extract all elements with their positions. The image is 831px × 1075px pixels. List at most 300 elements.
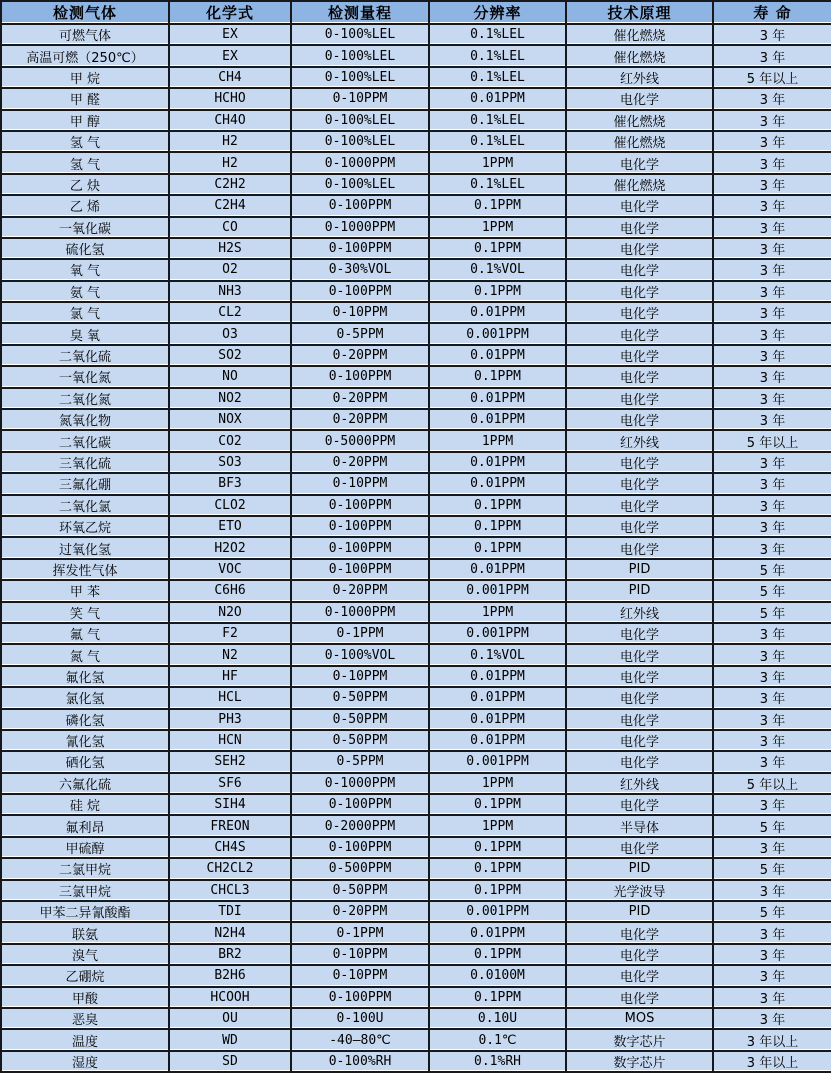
cell-range: 0-10PPM xyxy=(292,945,430,966)
cell-resolution: 0.001PPM xyxy=(430,752,567,773)
cell-formula: SEH2 xyxy=(170,752,292,773)
cell-lifespan: 3 年 xyxy=(714,710,831,731)
cell-formula: HCHO xyxy=(170,89,292,110)
cell-range: 0-100PPM xyxy=(292,282,430,303)
cell-principle: 电化学 xyxy=(567,795,714,816)
cell-lifespan: 5 年 xyxy=(714,902,831,923)
table-row xyxy=(2,496,831,517)
cell-resolution: 0.1PPM xyxy=(430,795,567,816)
cell-resolution: 0.01PPM xyxy=(430,410,567,431)
cell-gas: 三氟化硼 xyxy=(2,474,170,495)
cell-lifespan: 3 年 xyxy=(714,667,831,688)
cell-gas: 乙硼烷 xyxy=(2,966,170,987)
cell-resolution: 0.1%LEL xyxy=(430,68,567,89)
cell-resolution: 0.01PPM xyxy=(430,667,567,688)
cell-lifespan: 3 年 xyxy=(714,25,831,46)
cell-principle: 电化学 xyxy=(567,196,714,217)
cell-lifespan: 3 年 xyxy=(714,111,831,132)
cell-principle: 电化学 xyxy=(567,153,714,174)
cell-gas: 甲硫醇 xyxy=(2,838,170,859)
cell-lifespan: 3 年 xyxy=(714,1009,831,1030)
cell-range: 0-20PPM xyxy=(292,902,430,923)
cell-principle: 电化学 xyxy=(567,688,714,709)
table-row xyxy=(2,774,831,795)
cell-lifespan: 5 年 xyxy=(714,560,831,581)
table-row xyxy=(2,688,831,709)
cell-formula: SO2 xyxy=(170,346,292,367)
cell-principle: 催化燃烧 xyxy=(567,132,714,153)
cell-formula: F2 xyxy=(170,624,292,645)
table-body xyxy=(2,25,831,1073)
cell-gas: 氢 气 xyxy=(2,153,170,174)
cell-range: 0-5000PPM xyxy=(292,431,430,452)
cell-resolution: 0.01PPM xyxy=(430,474,567,495)
cell-range: 0-100%VOL xyxy=(292,645,430,666)
cell-principle: 电化学 xyxy=(567,731,714,752)
cell-resolution: 0.01PPM xyxy=(430,688,567,709)
cell-formula: N2O xyxy=(170,603,292,624)
cell-gas: 氢 气 xyxy=(2,132,170,153)
cell-gas: 氨 气 xyxy=(2,282,170,303)
cell-lifespan: 3 年以上 xyxy=(714,1052,831,1073)
cell-lifespan: 3 年 xyxy=(714,688,831,709)
table-row xyxy=(2,196,831,217)
cell-principle: 电化学 xyxy=(567,239,714,260)
cell-resolution: 0.01PPM xyxy=(430,303,567,324)
cell-resolution: 0.0100M xyxy=(430,966,567,987)
cell-range: 0-100%LEL xyxy=(292,175,430,196)
table-row xyxy=(2,624,831,645)
cell-gas: 硫化氢 xyxy=(2,239,170,260)
cell-formula: H2S xyxy=(170,239,292,260)
cell-resolution: 1PPM xyxy=(430,431,567,452)
cell-formula: OU xyxy=(170,1009,292,1030)
cell-lifespan: 3 年 xyxy=(714,838,831,859)
cell-formula: C2H2 xyxy=(170,175,292,196)
cell-range: 0-1PPM xyxy=(292,923,430,944)
cell-formula: CO xyxy=(170,218,292,239)
table-row xyxy=(2,945,831,966)
cell-range: 0-50PPM xyxy=(292,710,430,731)
cell-range: 0-500PPM xyxy=(292,859,430,880)
cell-formula: HCN xyxy=(170,731,292,752)
cell-resolution: 0.01PPM xyxy=(430,731,567,752)
table-row xyxy=(2,153,831,174)
cell-gas: 温度 xyxy=(2,1030,170,1051)
cell-formula: HF xyxy=(170,667,292,688)
cell-principle: 电化学 xyxy=(567,303,714,324)
cell-lifespan: 5 年 xyxy=(714,603,831,624)
cell-principle: 电化学 xyxy=(567,517,714,538)
cell-principle: 电化学 xyxy=(567,389,714,410)
cell-formula: CL2 xyxy=(170,303,292,324)
cell-formula: C2H4 xyxy=(170,196,292,217)
table-row xyxy=(2,453,831,474)
table-row xyxy=(2,667,831,688)
cell-resolution: 0.001PPM xyxy=(430,324,567,345)
table-row xyxy=(2,881,831,902)
cell-resolution: 0.01PPM xyxy=(430,923,567,944)
cell-resolution: 0.01PPM xyxy=(430,346,567,367)
cell-range: 0-30%VOL xyxy=(292,260,430,281)
cell-resolution: 0.1%LEL xyxy=(430,175,567,196)
table-row xyxy=(2,89,831,110)
cell-gas: 甲 烷 xyxy=(2,68,170,89)
table-row xyxy=(2,260,831,281)
table-row xyxy=(2,645,831,666)
cell-lifespan: 5 年 xyxy=(714,859,831,880)
cell-formula: CH4O xyxy=(170,111,292,132)
cell-resolution: 0.1PPM xyxy=(430,496,567,517)
table-row xyxy=(2,431,831,452)
table-row xyxy=(2,923,831,944)
cell-lifespan: 3 年 xyxy=(714,795,831,816)
table-row xyxy=(2,838,831,859)
cell-range: 0-10PPM xyxy=(292,667,430,688)
cell-gas: 过氧化氢 xyxy=(2,538,170,559)
cell-lifespan: 3 年 xyxy=(714,881,831,902)
cell-gas: 氰化氢 xyxy=(2,731,170,752)
cell-lifespan: 3 年 xyxy=(714,324,831,345)
cell-gas: 磷化氢 xyxy=(2,710,170,731)
cell-range: 0-100%LEL xyxy=(292,46,430,67)
cell-formula: C6H6 xyxy=(170,581,292,602)
table-row xyxy=(2,218,831,239)
cell-gas: 甲 醇 xyxy=(2,111,170,132)
cell-lifespan: 3 年 xyxy=(714,303,831,324)
cell-gas: 三氯甲烷 xyxy=(2,881,170,902)
cell-principle: 电化学 xyxy=(567,367,714,388)
cell-resolution: 0.1PPM xyxy=(430,945,567,966)
table-row xyxy=(2,303,831,324)
cell-gas: 甲 苯 xyxy=(2,581,170,602)
cell-principle: 电化学 xyxy=(567,945,714,966)
cell-principle: 电化学 xyxy=(567,838,714,859)
cell-principle: PID xyxy=(567,859,714,880)
cell-resolution: 0.1%LEL xyxy=(430,25,567,46)
cell-range: 0-100PPM xyxy=(292,196,430,217)
cell-formula: CH4S xyxy=(170,838,292,859)
cell-gas: 高温可燃（250℃） xyxy=(2,46,170,67)
cell-lifespan: 3 年 xyxy=(714,496,831,517)
cell-lifespan: 3 年 xyxy=(714,346,831,367)
cell-lifespan: 5 年以上 xyxy=(714,431,831,452)
cell-lifespan: 3 年 xyxy=(714,474,831,495)
cell-range: 0-100PPM xyxy=(292,988,430,1009)
cell-range: 0-100PPM xyxy=(292,496,430,517)
cell-lifespan: 3 年 xyxy=(714,196,831,217)
cell-principle: 电化学 xyxy=(567,496,714,517)
cell-principle: MOS xyxy=(567,1009,714,1030)
table-row xyxy=(2,1052,831,1073)
table-row xyxy=(2,132,831,153)
cell-range: 0-100%RH xyxy=(292,1052,430,1073)
column-header-resolution: 分辨率 xyxy=(430,2,567,25)
cell-formula: O3 xyxy=(170,324,292,345)
cell-lifespan: 3 年 xyxy=(714,517,831,538)
cell-formula: N2H4 xyxy=(170,923,292,944)
cell-lifespan: 3 年 xyxy=(714,988,831,1009)
cell-principle: 红外线 xyxy=(567,603,714,624)
cell-gas: 臭 氧 xyxy=(2,324,170,345)
cell-gas: 恶臭 xyxy=(2,1009,170,1030)
table-row xyxy=(2,988,831,1009)
table-row xyxy=(2,902,831,923)
cell-formula: CO2 xyxy=(170,431,292,452)
column-header-lifespan: 寿 命 xyxy=(714,2,831,25)
cell-range: 0-50PPM xyxy=(292,688,430,709)
cell-formula: BF3 xyxy=(170,474,292,495)
cell-resolution: 0.1%LEL xyxy=(430,111,567,132)
cell-lifespan: 3 年 xyxy=(714,89,831,110)
cell-gas: 氮氧化物 xyxy=(2,410,170,431)
cell-principle: 电化学 xyxy=(567,89,714,110)
cell-range: 0-10PPM xyxy=(292,474,430,495)
table-row xyxy=(2,175,831,196)
table-row xyxy=(2,111,831,132)
cell-lifespan: 3 年 xyxy=(714,731,831,752)
cell-range: -40—80℃ xyxy=(292,1030,430,1051)
cell-resolution: 0.10U xyxy=(430,1009,567,1030)
cell-resolution: 0.001PPM xyxy=(430,581,567,602)
cell-formula: CHCL3 xyxy=(170,881,292,902)
cell-resolution: 0.01PPM xyxy=(430,89,567,110)
cell-range: 0-20PPM xyxy=(292,346,430,367)
table-header xyxy=(2,2,831,25)
cell-resolution: 0.1PPM xyxy=(430,239,567,260)
cell-lifespan: 3 年 xyxy=(714,410,831,431)
cell-principle: 红外线 xyxy=(567,68,714,89)
cell-formula: TDI xyxy=(170,902,292,923)
cell-range: 0-1000PPM xyxy=(292,218,430,239)
cell-gas: 氟化氢 xyxy=(2,667,170,688)
cell-formula: H2O2 xyxy=(170,538,292,559)
cell-formula: EX xyxy=(170,46,292,67)
cell-range: 0-100PPM xyxy=(292,838,430,859)
cell-formula: CH2CL2 xyxy=(170,859,292,880)
cell-principle: 电化学 xyxy=(567,282,714,303)
cell-principle: 光学波导 xyxy=(567,881,714,902)
table-row xyxy=(2,710,831,731)
cell-gas: 氟利昂 xyxy=(2,816,170,837)
cell-resolution: 0.01PPM xyxy=(430,453,567,474)
cell-range: 0-100U xyxy=(292,1009,430,1030)
cell-gas: 联氨 xyxy=(2,923,170,944)
table-row xyxy=(2,68,831,89)
cell-resolution: 0.001PPM xyxy=(430,624,567,645)
cell-resolution: 0.01PPM xyxy=(430,710,567,731)
cell-range: 0-100PPM xyxy=(292,538,430,559)
cell-principle: PID xyxy=(567,560,714,581)
cell-gas: 可燃气体 xyxy=(2,25,170,46)
cell-gas: 三氧化硫 xyxy=(2,453,170,474)
cell-gas: 二氧化氯 xyxy=(2,496,170,517)
cell-gas: 二氧化硫 xyxy=(2,346,170,367)
cell-gas: 氟 气 xyxy=(2,624,170,645)
cell-formula: HCL xyxy=(170,688,292,709)
cell-range: 0-20PPM xyxy=(292,581,430,602)
cell-formula: SO3 xyxy=(170,453,292,474)
table-row xyxy=(2,752,831,773)
cell-lifespan: 3 年 xyxy=(714,923,831,944)
cell-principle: 电化学 xyxy=(567,346,714,367)
cell-range: 0-100PPM xyxy=(292,795,430,816)
cell-principle: 电化学 xyxy=(567,966,714,987)
cell-range: 0-100PPM xyxy=(292,560,430,581)
cell-formula: SF6 xyxy=(170,774,292,795)
column-header-gas: 检测气体 xyxy=(2,2,170,25)
cell-resolution: 0.1%VOL xyxy=(430,260,567,281)
cell-gas: 氮 气 xyxy=(2,645,170,666)
cell-lifespan: 5 年 xyxy=(714,581,831,602)
cell-lifespan: 3 年 xyxy=(714,46,831,67)
cell-formula: WD xyxy=(170,1030,292,1051)
cell-lifespan: 3 年 xyxy=(714,752,831,773)
cell-gas: 甲酸 xyxy=(2,988,170,1009)
cell-range: 0-20PPM xyxy=(292,453,430,474)
cell-lifespan: 3 年 xyxy=(714,966,831,987)
cell-gas: 环氧乙烷 xyxy=(2,517,170,538)
table-row xyxy=(2,474,831,495)
cell-principle: 电化学 xyxy=(567,324,714,345)
cell-principle: 电化学 xyxy=(567,410,714,431)
table-row xyxy=(2,25,831,46)
cell-principle: 催化燃烧 xyxy=(567,111,714,132)
column-header-principle: 技术原理 xyxy=(567,2,714,25)
cell-principle: 电化学 xyxy=(567,667,714,688)
cell-principle: 电化学 xyxy=(567,538,714,559)
table-row xyxy=(2,603,831,624)
cell-gas: 二氧化碳 xyxy=(2,431,170,452)
cell-formula: VOC xyxy=(170,560,292,581)
cell-gas: 氯 气 xyxy=(2,303,170,324)
table-row xyxy=(2,410,831,431)
cell-lifespan: 3 年 xyxy=(714,175,831,196)
table-row xyxy=(2,239,831,260)
cell-principle: 电化学 xyxy=(567,645,714,666)
cell-formula: SD xyxy=(170,1052,292,1073)
cell-range: 0-1000PPM xyxy=(292,774,430,795)
cell-lifespan: 3 年 xyxy=(714,389,831,410)
cell-lifespan: 3 年 xyxy=(714,218,831,239)
cell-formula: NO2 xyxy=(170,389,292,410)
cell-lifespan: 3 年 xyxy=(714,453,831,474)
cell-lifespan: 3 年 xyxy=(714,132,831,153)
cell-principle: 半导体 xyxy=(567,816,714,837)
table-row xyxy=(2,346,831,367)
cell-gas: 溴气 xyxy=(2,945,170,966)
cell-formula: EX xyxy=(170,25,292,46)
cell-resolution: 0.1℃ xyxy=(430,1030,567,1051)
cell-resolution: 0.1PPM xyxy=(430,838,567,859)
cell-resolution: 0.1PPM xyxy=(430,859,567,880)
cell-principle: 催化燃烧 xyxy=(567,175,714,196)
cell-formula: HCOOH xyxy=(170,988,292,1009)
cell-lifespan: 3 年 xyxy=(714,260,831,281)
cell-range: 0-20PPM xyxy=(292,389,430,410)
cell-range: 0-1000PPM xyxy=(292,153,430,174)
cell-gas: 乙 烯 xyxy=(2,196,170,217)
cell-formula: SIH4 xyxy=(170,795,292,816)
cell-range: 0-100%LEL xyxy=(292,68,430,89)
cell-formula: B2H6 xyxy=(170,966,292,987)
cell-gas: 笑 气 xyxy=(2,603,170,624)
table-row xyxy=(2,517,831,538)
cell-resolution: 0.1PPM xyxy=(430,282,567,303)
cell-resolution: 0.1PPM xyxy=(430,517,567,538)
cell-range: 0-5PPM xyxy=(292,324,430,345)
cell-range: 0-100%LEL xyxy=(292,25,430,46)
table-row xyxy=(2,282,831,303)
table-row xyxy=(2,859,831,880)
cell-gas: 六氟化硫 xyxy=(2,774,170,795)
cell-principle: PID xyxy=(567,581,714,602)
cell-range: 0-10PPM xyxy=(292,966,430,987)
cell-resolution: 0.1PPM xyxy=(430,538,567,559)
cell-range: 0-100PPM xyxy=(292,517,430,538)
cell-principle: 电化学 xyxy=(567,260,714,281)
cell-principle: 红外线 xyxy=(567,774,714,795)
cell-formula: N2 xyxy=(170,645,292,666)
table-row xyxy=(2,324,831,345)
table-row xyxy=(2,1009,831,1030)
cell-range: 0-20PPM xyxy=(292,410,430,431)
cell-principle: 电化学 xyxy=(567,218,714,239)
cell-formula: O2 xyxy=(170,260,292,281)
cell-resolution: 0.1PPM xyxy=(430,988,567,1009)
cell-principle: 电化学 xyxy=(567,988,714,1009)
cell-lifespan: 3 年 xyxy=(714,153,831,174)
table-row xyxy=(2,560,831,581)
cell-range: 0-50PPM xyxy=(292,881,430,902)
cell-resolution: 0.01PPM xyxy=(430,389,567,410)
cell-gas: 挥发性气体 xyxy=(2,560,170,581)
cell-gas: 一氧化氮 xyxy=(2,367,170,388)
cell-range: 0-10PPM xyxy=(292,89,430,110)
cell-lifespan: 3 年 xyxy=(714,645,831,666)
cell-formula: NOX xyxy=(170,410,292,431)
table-row xyxy=(2,389,831,410)
cell-range: 0-1000PPM xyxy=(292,603,430,624)
cell-principle: 数字芯片 xyxy=(567,1030,714,1051)
cell-resolution: 1PPM xyxy=(430,603,567,624)
table-row xyxy=(2,816,831,837)
cell-resolution: 0.1PPM xyxy=(430,367,567,388)
table-row xyxy=(2,731,831,752)
cell-range: 0-1PPM xyxy=(292,624,430,645)
cell-formula: NO xyxy=(170,367,292,388)
cell-formula: H2 xyxy=(170,132,292,153)
cell-principle: 催化燃烧 xyxy=(567,25,714,46)
cell-gas: 氧 气 xyxy=(2,260,170,281)
cell-principle: PID xyxy=(567,902,714,923)
cell-lifespan: 3 年 xyxy=(714,945,831,966)
cell-formula: BR2 xyxy=(170,945,292,966)
cell-formula: NH3 xyxy=(170,282,292,303)
cell-gas: 氯化氢 xyxy=(2,688,170,709)
cell-resolution: 0.1%RH xyxy=(430,1052,567,1073)
cell-formula: FREON xyxy=(170,816,292,837)
cell-lifespan: 5 年 xyxy=(714,816,831,837)
cell-lifespan: 5 年以上 xyxy=(714,68,831,89)
cell-resolution: 0.1PPM xyxy=(430,196,567,217)
cell-principle: 数字芯片 xyxy=(567,1052,714,1073)
cell-range: 0-2000PPM xyxy=(292,816,430,837)
table-row xyxy=(2,966,831,987)
cell-lifespan: 3 年以上 xyxy=(714,1030,831,1051)
cell-gas: 硅 烷 xyxy=(2,795,170,816)
cell-gas: 乙 炔 xyxy=(2,175,170,196)
